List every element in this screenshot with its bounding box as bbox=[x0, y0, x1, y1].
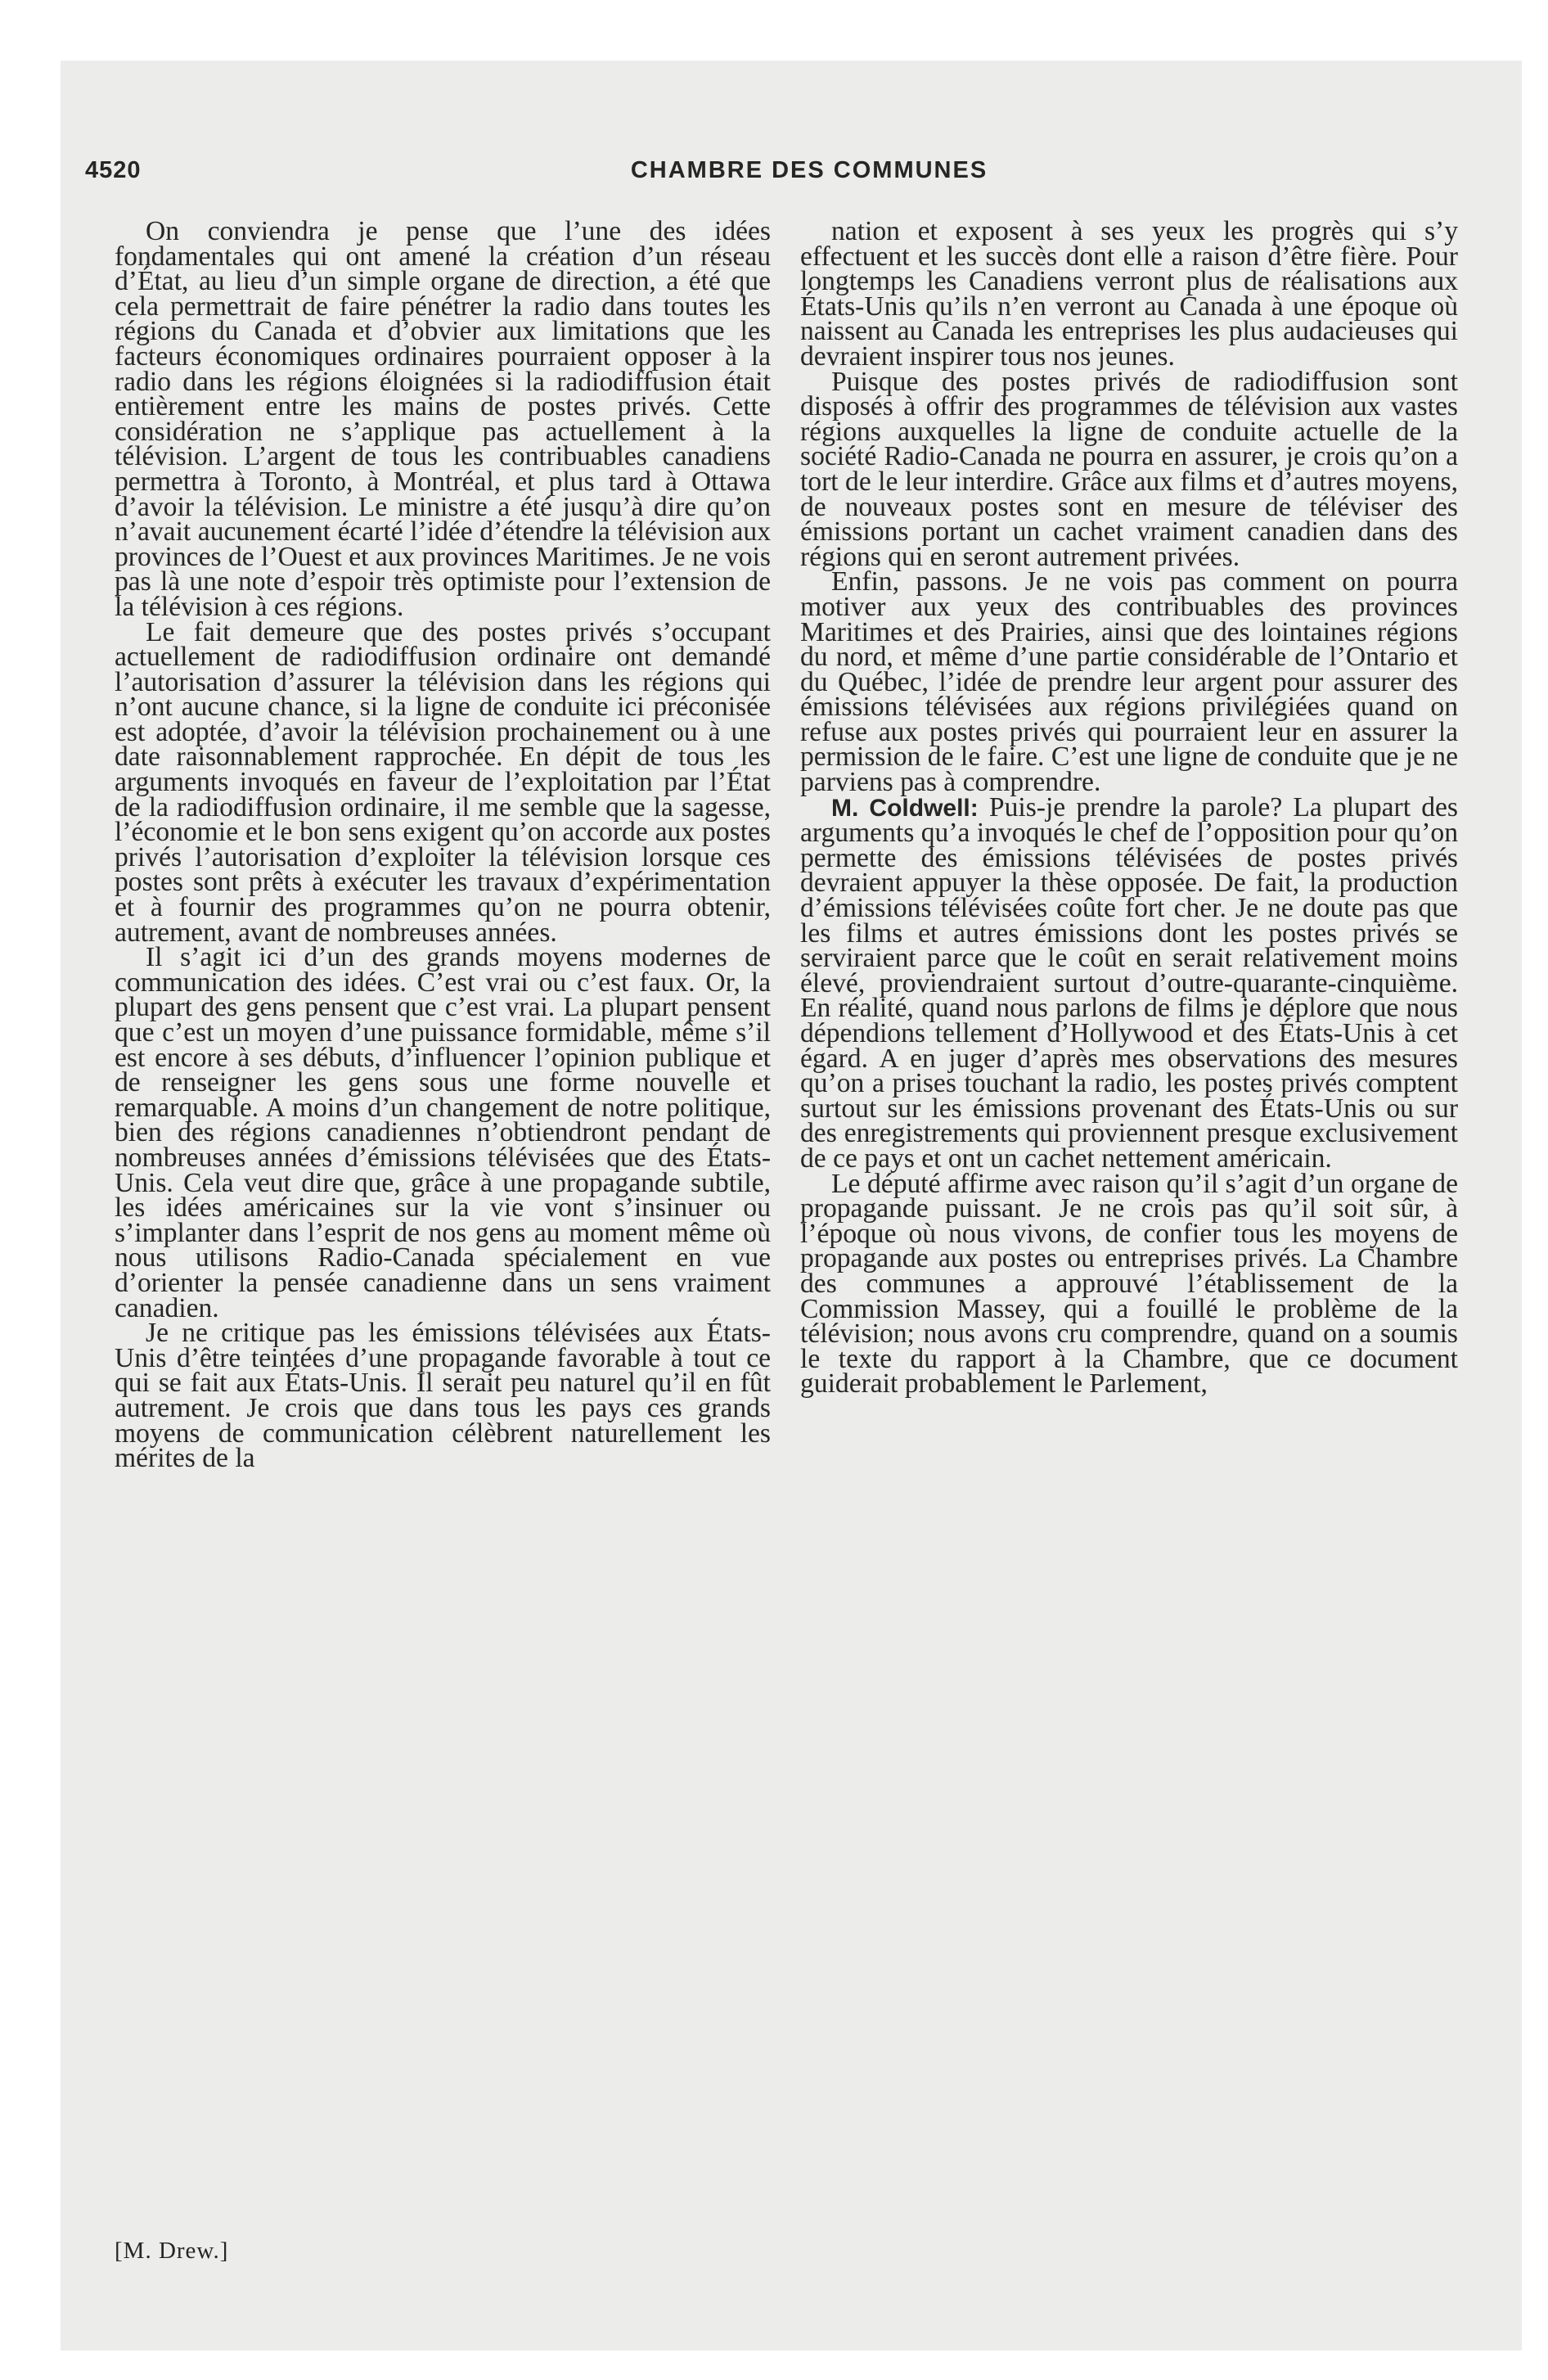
left-column bbox=[115, 216, 771, 1474]
speaker-paragraph bbox=[800, 791, 1458, 1174]
paragraph: Le fait demeure que des postes privés s’occupant actuellement de radiodiffusion ordinaire ont demandé l’autorisation d’assurer la télévision dans les régions qui n’ont aucune chance, si la ligne de conduite ici préconisée est adoptée, d’avoir la télévision prochainement ou à une date raisonnablement rapprochée. En dépit de tous les arguments invoqués en faveur de l’exploitation par l’État de la radiodiffusion ordinaire, il me semble que la sagesse, l’économie et le bon sens exigent qu’on accorde aux postes privés l’autorisation d’exploiter la télévision lorsque ces postes sont prêts à exécuter les travaux d’expérimentation et à fournir des programmes qu’on ne pourra obtenir, autrement, avant de nombreuses années. bbox=[115, 616, 771, 948]
page-header bbox=[85, 157, 1468, 196]
speaker-text: Puis-je prendre la parole? La plupart des arguments qu’a invoqués le chef de l’opposition pour qu’on permette des émissions télévisées de postes privés devraient appuyer la thèse opposée. De fait, la production d’émissions télévisées coûte fort cher. Je ne doute pas que les films et autres émissions dont les postes privés se serviraient parce que le coût en serait relativement moins élevé, proviendraient surtout d’outre-quarante-cinquième. En réalité, quand nous parlons de films je déplore que nous dépendions tellement d’Hollywood et des États-Unis à cet égard. A en juger d’après mes observations des mesures qu’on a prises touchant la radio, les postes privés comptent surtout sur les émissions provenant des États-Unis ou sur des enregistrements qui proviennent presque exclusivement de ce pays et ont un cachet nettement américain. bbox=[800, 791, 1458, 1174]
paragraph: Enfin, passons. Je ne vois pas comment on pourra motiver aux yeux des contribuables des provinces Maritimes et des Prairies, ainsi que des lointaines régions du nord, et même d’une partie considérable de l’Ontario et du Québec, l’idée de prendre leur argent pour assurer des émissions télévisées aux régions privilégiées quand on refuse aux postes privés qui pourraient leur en assurer la permission de le faire. C’est une ligne de conduite que je ne parviens pas à comprendre. bbox=[800, 566, 1458, 798]
paragraph: Il s’agit ici d’un des grands moyens modernes de communication des idées. C’est vrai ou c’est faux. Or, la plupart des gens pensent que c’est vrai. La plupart pensent que c’est un moyen d’une puissance formidable, même s’il est encore à ses débuts, d’influencer l’opinion publique et de renseigner les gens sous une forme nouvelle et remarquable. A moins d’un changement de notre politique, bien des régions canadiennes n’obtiendront pendant de nombreuses années d’émissions télévisées que des États-Unis. Cela veut dire que, grâce à une propagande subtile, les idées américaines sur la vie vont s’insinuer ou s’implanter dans l’esprit de nos gens au moment même où nous utilisons Radio-Canada spécialement en vue d’orienter la pensée canadienne dans un sens vraiment canadien. bbox=[115, 942, 771, 1323]
page-number: 4520 bbox=[85, 157, 142, 183]
right-column bbox=[800, 216, 1458, 1400]
paragraph: nation et exposent à ses yeux les progrès qui s’y effectuent et les succès dont elle a raison d’être fière. Pour longtemps les Canadiens verront plus de réalisations aux États-Unis qu’ils n’en verront au Canada à une époque où naissent au Canada les entreprises les plus audacieuses qui devraient inspirer tous nos jeunes. bbox=[800, 216, 1458, 372]
paragraph: Le député affirme avec raison qu’il s’agit d’un organe de propagande puissant. Je ne crois pas qu’il soit sûr, à l’époque où nous vivons, de confier tous les moyens de propagande aux postes ou entreprises privés. La Chambre des communes a approuvé l’établissement de la Commission Massey, qui a fouillé le problème de la télévision; nous avons cru comprendre, quand on a soumis le texte du rapport à la Chambre, que ce document guiderait probablement le Parlement, bbox=[800, 1168, 1458, 1400]
paragraph: On conviendra je pense que l’une des idées fondamentales qui ont amené la création d’un réseau d’État, au lieu d’un simple organe de direction, a été que cela permettrait de faire pénétrer la radio dans toutes les régions du Canada et d’obvier aux limitations que les facteurs économiques ordinaires pourraient opposer à la radio dans les régions éloignées si la radiodiffusion était entièrement entre les mains de postes privés. Cette considération ne s’applique pas actuellement à la télévision. L’argent de tous les contribuables canadiens permettra à Toronto, à Montréal, et plus tard à Ottawa d’avoir la télévision. Le ministre a été jusqu’à dire qu’on n’avait aucunement écarté l’idée d’étendre la télévision aux provinces de l’Ouest et aux provinces Maritimes. Je ne vois pas là une note d’espoir très optimiste pour l’extension de la télévision à ces régions. bbox=[115, 216, 771, 622]
paragraph: Je ne critique pas les émissions télévisées aux États-Unis d’être teintées d’une propagande favorable à tout ce qui se fait aux États-Unis. Il serait peu naturel qu’il en fût autrement. Je crois que dans tous les pays ces grands moyens de communication célèbrent naturellement les mérites de la bbox=[115, 1318, 771, 1474]
speaker-name: M. Coldwell: bbox=[831, 794, 979, 822]
speaker-footnote: [M. Drew.] bbox=[115, 2238, 229, 2264]
running-head: CHAMBRE DES COMMUNES bbox=[630, 157, 988, 183]
paragraph: Puisque des postes privés de radiodiffusion sont disposés à offrir des programmes de télévision aux vastes régions auxquelles la ligne de conduite actuelle de la société Radio-Canada ne pourra en assurer, je crois qu’on a tort de le leur interdire. Grâce aux films et d’autres moyens, de nouveaux postes sont en mesure de téléviser des émissions portant un cachet vraiment canadien dans des régions qui en seront autrement privées. bbox=[800, 366, 1458, 572]
